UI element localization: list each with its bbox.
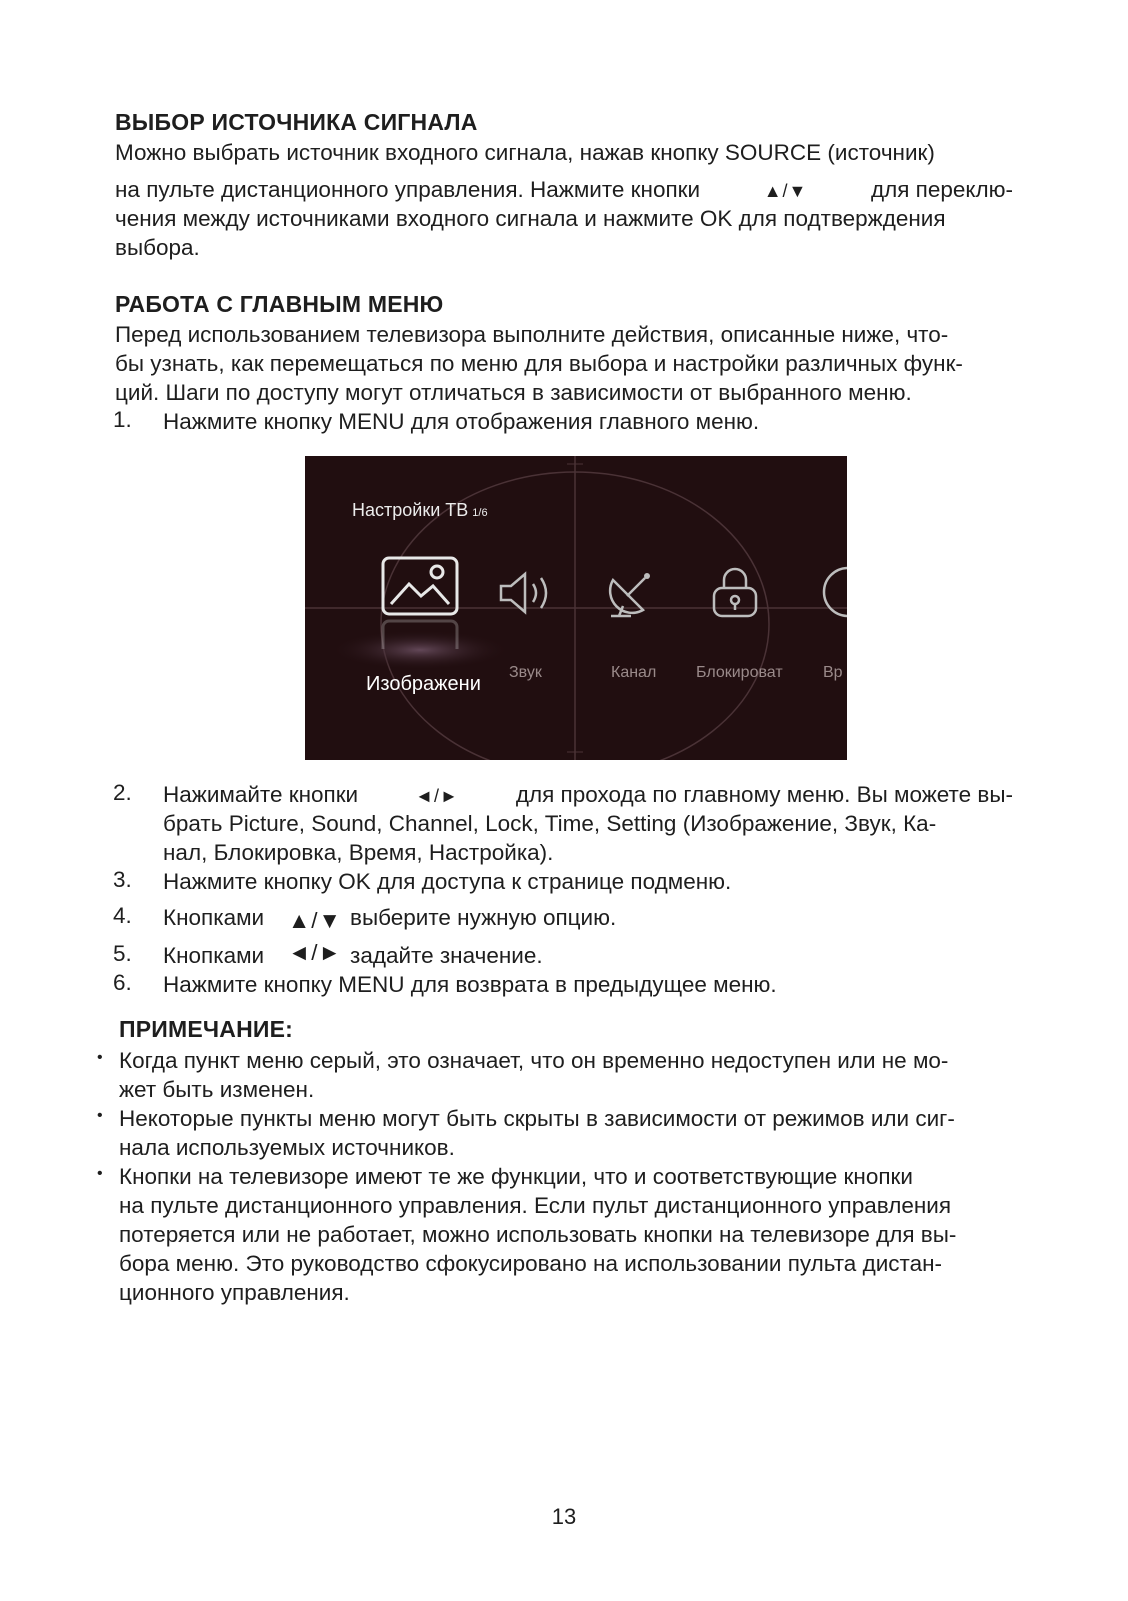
bullet: • [97, 1165, 103, 1182]
speaker-icon [497, 568, 555, 618]
section-heading-signal-source: ВЫБОР ИСТОЧНИКА СИГНАЛА [115, 109, 478, 135]
step-line [163, 780, 1013, 811]
tv-menu-screenshot [305, 456, 847, 760]
picture-icon-reflection [381, 619, 459, 649]
step-text: Нажимайте кнопки [163, 782, 359, 807]
satellite-dish-icon [605, 566, 657, 618]
lock-icon [710, 564, 760, 620]
paragraph-line: Перед использованием телевизора выполните действия, описанные ниже, что- [115, 322, 949, 347]
text: для переклю- [870, 177, 1013, 202]
step-number: 3. [113, 867, 132, 892]
tv-menu-item-time: Вр [823, 664, 843, 681]
note-text: нала используемых источников. [119, 1135, 455, 1160]
step-number: 6. [113, 970, 132, 995]
step-text: для прохода по главному меню. Вы можете вы- [515, 782, 1013, 807]
tv-menu-page-indicator: 1/6 [472, 507, 488, 519]
left-right-arrows-icon: ◄/► [415, 786, 459, 806]
paragraph-line: ций. Шаги по доступу могут отличаться в зависимости от выбранного меню. [115, 380, 912, 405]
tv-menu-item-sound: Звук [509, 664, 542, 681]
step-number: 4. [113, 903, 132, 928]
step-number: 1. [113, 407, 132, 432]
step-text: Кнопками [163, 905, 265, 930]
note-text: на пульте дистанционного управления. Если пульт дистанционного управления [119, 1193, 952, 1218]
left-right-arrows-icon: ◄/► [288, 940, 342, 965]
step-number: 2. [113, 780, 132, 805]
tv-menu-item-channel: Канал [611, 664, 657, 681]
paragraph-line [115, 138, 1013, 167]
tv-menu-title-text: Настройки ТВ [352, 500, 469, 520]
clock-icon [820, 566, 847, 618]
note-text: жет быть изменен. [119, 1077, 315, 1102]
note-text: бора меню. Это руководство сфокусировано на использовании пульта дистан- [119, 1251, 943, 1276]
note-text: Некоторые пункты меню могут быть скрыты в зависимости от режимов или сиг- [119, 1106, 955, 1131]
paragraph-line [115, 175, 1013, 206]
note-text: потеряется или не работает, можно использовать кнопки на телевизоре для вы- [119, 1222, 957, 1247]
step-text: Нажмите кнопку MENU для возврата в предыдущее меню. [163, 972, 777, 997]
up-down-arrows-icon: ▲/▼ [288, 908, 342, 933]
tv-menu-item-lock: Блокироват [696, 664, 783, 681]
up-down-arrows-icon: ▲/▼ [763, 181, 808, 201]
note-text: ционного управления. [119, 1280, 350, 1305]
tv-menu-item-picture: Изображени [366, 673, 481, 695]
page-number: 13 [551, 1504, 577, 1529]
step-text: нал, Блокировка, Время, Настройка). [163, 840, 554, 865]
text: на пульте дистанционного управления. Нажмите кнопки [115, 177, 701, 202]
paragraph-line: чения между источниками входного сигнала и нажмите OK для подтверждения [115, 206, 946, 231]
step-text: Кнопками [163, 943, 265, 968]
section-heading-main-menu: РАБОТА С ГЛАВНЫМ МЕНЮ [115, 291, 444, 317]
bullet: • [97, 1107, 103, 1124]
note-text: Когда пункт меню серый, это означает, что он временно недоступен или не мо- [119, 1048, 949, 1073]
picture-icon [381, 556, 459, 616]
step-text: задайте значение. [350, 943, 543, 968]
bullet: • [97, 1049, 103, 1066]
paragraph-line: бы узнать, как перемещаться по меню для выбора и настройки различных функ- [115, 351, 963, 376]
step-text: выберите нужную опцию. [350, 905, 617, 930]
step-text: брать Picture, Sound, Channel, Lock, Time, Setting (Изображение, Звук, Ка- [163, 811, 937, 836]
step-text: Нажмите кнопку OK для доступа к странице подменю. [163, 869, 732, 894]
note-text: Кнопки на телевизоре имеют те же функции, что и соответствующие кнопки [119, 1164, 913, 1189]
step-text: Нажмите кнопку MENU для отображения главного меню. [163, 409, 760, 434]
note-heading: ПРИМЕЧАНИЕ: [119, 1016, 294, 1042]
step-number: 5. [113, 941, 132, 966]
paragraph-line: выбора. [115, 235, 200, 260]
tv-menu-title [352, 500, 488, 521]
text: Можно выбрать источник входного сигнала, нажав кнопку SOURCE (источник) [115, 140, 935, 165]
